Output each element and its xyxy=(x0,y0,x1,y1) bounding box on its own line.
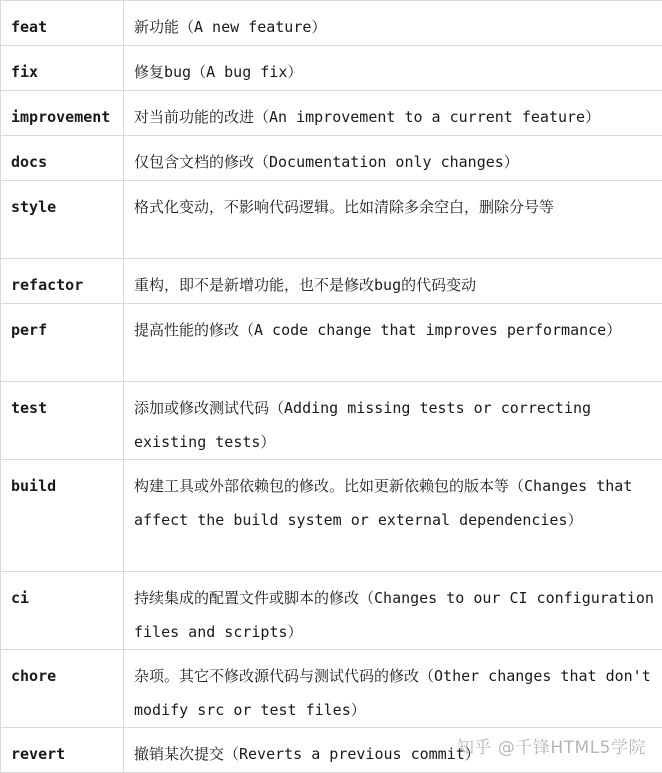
commit-type: revert xyxy=(1,728,124,773)
commit-description: 格式化变动，不影响代码逻辑。比如清除多余空白，删除分号等 xyxy=(124,181,662,259)
commit-description: 对当前功能的改进（An improvement to a current feature） xyxy=(124,91,662,136)
table-row xyxy=(1,382,662,460)
table-row xyxy=(1,572,662,650)
commit-type: build xyxy=(1,460,124,572)
commit-type: ci xyxy=(1,572,124,650)
commit-description: 撤销某次提交（Reverts a previous commit） xyxy=(124,728,662,773)
table-row xyxy=(1,304,662,382)
table-row xyxy=(1,91,662,136)
commit-type: style xyxy=(1,181,124,259)
commit-type: fix xyxy=(1,46,124,91)
commit-description: 提高性能的修改（A code change that improves performance） xyxy=(124,304,662,382)
table-row xyxy=(1,728,662,773)
table-row xyxy=(1,136,662,181)
commit-type: docs xyxy=(1,136,124,181)
table-row xyxy=(1,460,662,572)
commit-type: test xyxy=(1,382,124,460)
table-row xyxy=(1,1,662,46)
commit-description: 新功能（A new feature） xyxy=(124,1,662,46)
commit-type: feat xyxy=(1,1,124,46)
table-row xyxy=(1,181,662,259)
commit-type: refactor xyxy=(1,259,124,304)
commit-description: 杂项。其它不修改源代码与测试代码的修改（Other changes that don't modify src or test files） xyxy=(124,650,662,728)
table-row xyxy=(1,650,662,728)
commit-description: 修复bug（A bug fix） xyxy=(124,46,662,91)
commit-type: perf xyxy=(1,304,124,382)
commit-description: 持续集成的配置文件或脚本的修改（Changes to our CI configuration files and scripts） xyxy=(124,572,662,650)
commit-type: chore xyxy=(1,650,124,728)
table-row xyxy=(1,46,662,91)
commit-description: 构建工具或外部依赖包的修改。比如更新依赖包的版本等（Changes that affect the build system or external dependencies） xyxy=(124,460,662,572)
watermark: 知乎 @千锋HTML5学院 xyxy=(457,733,646,758)
commit-description: 仅包含文档的修改（Documentation only changes） xyxy=(124,136,662,181)
commit-description: 重构，即不是新增功能，也不是修改bug的代码变动 xyxy=(124,259,662,304)
commit-description: 添加或修改测试代码（Adding missing tests or correcting existing tests） xyxy=(124,382,662,460)
commit-type: improvement xyxy=(1,91,124,136)
table-row xyxy=(1,259,662,304)
